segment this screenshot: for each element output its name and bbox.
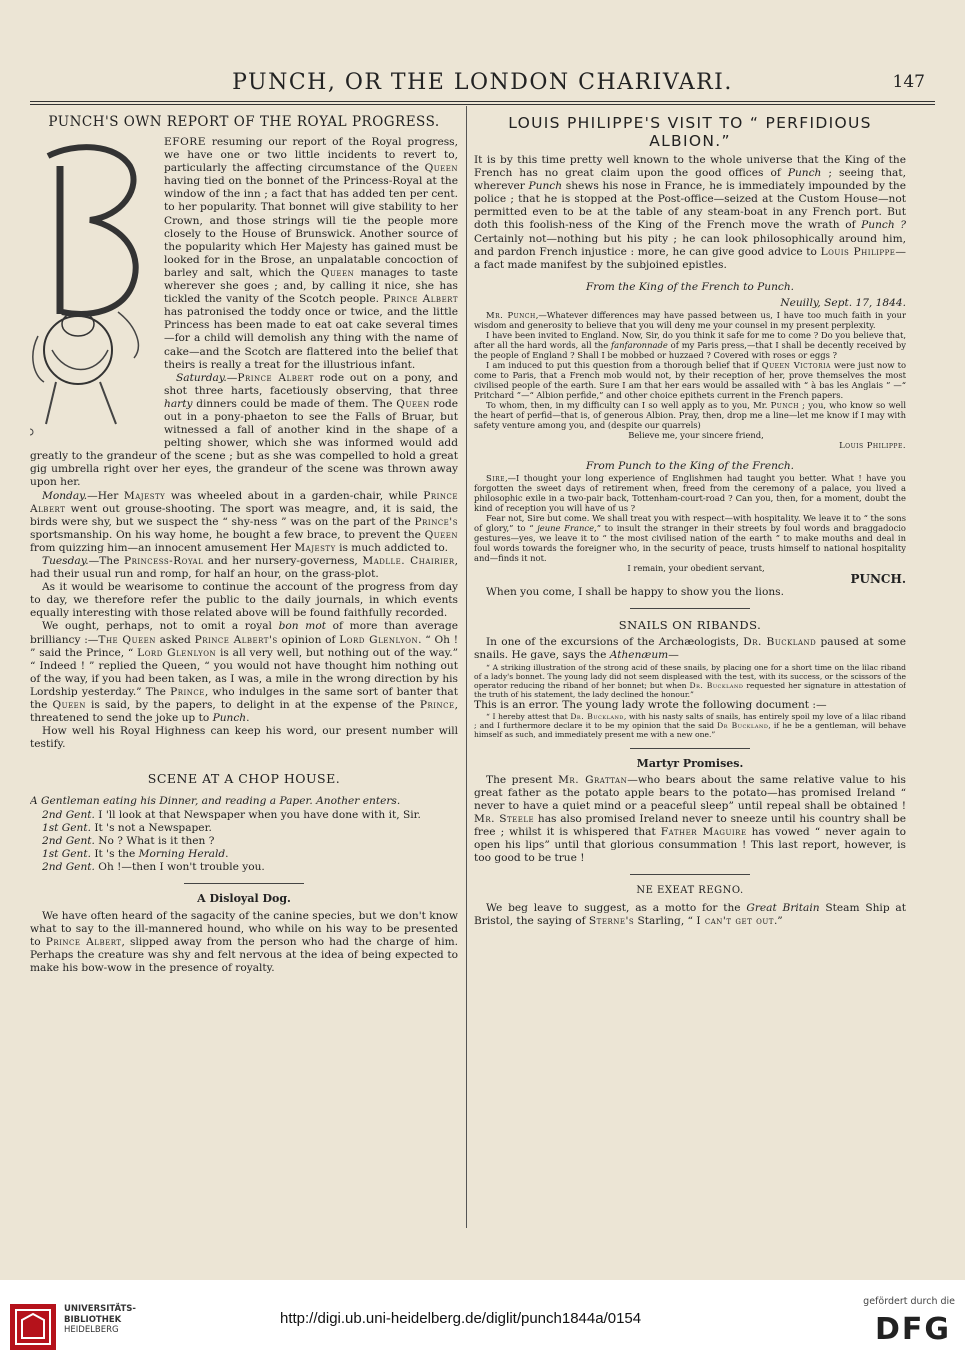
- section-rule: [630, 748, 750, 749]
- paragraph: EFORE resuming our report of the Royal progress, we have one or two little incidents to revert to, particularly the affecting circumstance of the Queen having tied on the bonnet of the Princess-Royal at the window of the inn ; a fact that has added ten per cent. to her popularity. That bonnet will give stability to her Crown, and those strings will tie the people more closely to the House of Brunswick. Another source of the popularity which Her Majesty has gained must be looked for in the Brose, an unpalatable concoction of barley and salt, which the Queen manages to taste wherever she goes ; and, by calling it nice, she has tickled the vanity of the Scotch people. Prince Albert has patronised the toddy once or twice, and the little Princess has been made to eat oat cake several times—for a child will demolish any thing with the name of cake—and the Scotch are flattered into the belief that theirs is really a treat for the illustrious infant.: [164, 136, 458, 371]
- paragraph: Saturday.—Prince Albert rode out on a pony, and shot three harts, facetiously observing, that three harty dinners could be made of them. The Queen rode out in a pony-phaeton to see the Falls of Bruar, but witnessed a fall of another kind in the shape of a pelting shower, which she was informed would add greatly to the grandeur of the scene ; but as she was compelled to hold a great gig umbrella right over her eyes, the grandeur of the scene was thrown away upon her.: [30, 371, 458, 489]
- punch-signature: PUNCH.: [850, 572, 906, 587]
- article-title-louis-philippe: LOUIS PHILIPPE'S VISIT TO “ PERFIDIOUS ALBION.”: [508, 114, 872, 150]
- header-rule: [30, 101, 935, 105]
- dialogue-line: 2nd Gent. I 'll look at that Newspaper when you have done with it, Sir.: [42, 808, 421, 821]
- paragraph: It is by this time pretty well known to the whole universe that the King of the French has no great claim upon the good offices of Punch ; seeing that, wherever Punch shews his nose in France, he is immediately impounded by the police ; that he is stopped at the Post-office—seized at the Custom House—not permitted even to be at the table of any steam-boat in any French port. But doth this foolish-ness of the King of the French move the wrath of Punch ? Certainly not—nothing but his pity ; he can look philosophically around him, and pardon French injustice : more, he can give good advice to Louis Philippe—a fact made manifest by the subjoined epistles.: [474, 154, 906, 271]
- letter-dateline: Neuilly, Sept. 17, 1844.: [780, 296, 906, 309]
- section-rule: [184, 883, 304, 884]
- right-column: [474, 114, 906, 1234]
- paragraph: Mr. Punch,—Whatever differences may have passed between us, I have too much faith in your wisdom and generosity to believe that you will deny me your counsel in my present perplexity.: [474, 310, 906, 331]
- article-title-disloyal-dog: A Disloyal Dog.: [197, 891, 291, 905]
- paragraph: In one of the excursions of the Archæologists, Dr. Buckland paused at some snails. He gave, says the Athenæum—: [474, 636, 906, 662]
- paragraph: Fear not, Sire but come. We shall treat you with respect—with hospitality. We leave it to “ the sons of glory,” to “ jeune France,” to insult the stranger in their streets by foul words and braggadocio gestures—yes, we leave it to “ the most civilised nation of the earth ” to make mouths and deal in foul words towards the foreigner who, in the security of peace, trusts himself to national hospitality and—finds it not.: [474, 513, 906, 564]
- dfg-logo: DFG: [874, 1312, 951, 1347]
- stage-direction: A Gentleman eating his Dinner, and reading a Paper. Another enters.: [30, 795, 401, 808]
- digitization-footer: [0, 1280, 965, 1362]
- dialogue-line: 2nd Gent. No ? What is it then ?: [42, 834, 215, 847]
- section-rule: [630, 608, 750, 609]
- letter-close: Believe me, your sincere friend,: [628, 430, 764, 441]
- paragraph: Tuesday.—The Princess-Royal and her nursery-governess, Madlle. Chairier, had their usual run and romp, for half an hour, on the grass-plot.: [30, 555, 458, 581]
- letter-close: I remain, your obedient servant,: [627, 563, 765, 574]
- paragraph: We ought, perhaps, not to omit a royal bon mot of more than average brilliancy :—The Queen asked Prince Albert's opinion of Lord Glenlyon. “ Oh ! ” said the Prince, “ Lord Glenlyon is all very well, but nothing out of the way.” “ Indeed ! ” replied the Queen, “ you would not have thought him nothing out of the way, if you had been taken, as I was, a mile in the wrong direction by his Lordship yesterday.” The Prince, who indulges in the same sort of banter that the Queen is said, by the papers, to delight in at the expense of the Prince, threatened to send the joke up to Punch.: [30, 620, 458, 725]
- paragraph: To whom, then, in my difficulty can I so well apply as to you, Mr. Punch ; you, who know so well the heart of perfid—that is, of generous Albion. Pray, then, drop me a line—let me know if I may with safety venture among you, and (despite our quarrels): [474, 400, 906, 431]
- article-title-chop-house: SCENE AT A CHOP HOUSE.: [147, 771, 341, 787]
- quotation: “ I hereby attest that Dr. Buckland, with his nasty salts of snails, has entirely spoil my love of a lilac riband ; and I furthermore declare it to be my opinion that the said Dr Buckland, if he be a gentleman, will behave himself as such, and immediately present me with a new one.”: [474, 711, 906, 739]
- paragraph: We beg leave to suggest, as a motto for the Great Britain Steam Ship at Bristol, the saying of Sterne's Starling, “ I can't get out.”: [474, 902, 906, 928]
- dialogue-line: 1st Gent. It 's the Morning Herald.: [42, 847, 229, 860]
- letter-heading: From the King of the French to Punch.: [585, 280, 795, 293]
- postscript: When you come, I shall be happy to show you the lions.: [486, 586, 784, 599]
- letter-signature: Louis Philippe.: [839, 440, 906, 451]
- letter-heading: From Punch to the King of the French.: [585, 460, 795, 473]
- decorated-letter-b-icon: [30, 136, 156, 438]
- masthead: [30, 66, 935, 100]
- column-divider: [466, 106, 467, 1228]
- quotation: “ A striking illustration of the strong acid of these snails, by placing one for a short time on the lilac riband of a lady's bonnet. The young lady did not seem displeased with the test, with its success, or the scissors of the operator reducing the riband of her bonnet; but when Dr. Buckland requested her signature in attestation of the truth of his statement, the lady declined the honour.”: [474, 662, 906, 699]
- paragraph: We have often heard of the sagacity of the canine species, but we don't know what to say to the ill-mannered hound, who while on his way to be presented to Prince Albert, slipped away from the person who had the charge of him. Perhaps the creature was shy and felt nervous at the idea of being expected to make his bow-wow in the presence of royalty.: [30, 910, 458, 975]
- paragraph: How well his Royal Highness can keep his word, our present number will testify.: [30, 725, 458, 751]
- letter-body: [474, 310, 906, 450]
- section-rule: [630, 874, 750, 875]
- paragraph: The present Mr. Grattan—who bears about the same relative value to his great father as the potato apple bears to the potato—has promised Ireland “ never to have a quiet mind or a peaceful sleep” until repeal shall be obtained ! Mr. Steele has also promised Ireland never to sneeze until his country shall be free ; whilst it is whispered that Father Maguire has vowed “ never again to open his lips” until that glorious consummation ! This last report, however, is too good to be true !: [474, 773, 906, 865]
- paragraph: I am induced to put this question from a thorough belief that if Queen Victoria were just now to come to Paris, that a French mob would not, by their reception of her, prove themselves the most civilised people of the earth. Sure I am that her ears would be assailed with “ à bas les Anglais ” —“ Pritchard ”—“ Albion perfide,” and other choice epithets current in the French papers.: [474, 360, 906, 401]
- article-title-martyr-promises: Martyr Promises.: [636, 756, 744, 770]
- paragraph: Monday.—Her Majesty was wheeled about in a garden-chair, while Prince Albert went out grouse-shooting. The sport was meagre, and, it is said, the birds were shy, but we suspect the “ shy-ness ” was on the part of the Prince's sportsmanship. On his way home, he bought a few brace, to prevent the Queen from quizzing him—an innocent amusement Her Majesty is much addicted to.: [30, 489, 458, 554]
- running-title: PUNCH, OR THE LONDON CHARIVARI.: [232, 70, 733, 95]
- letter-body: [474, 473, 906, 573]
- institution-name: UNIVERSITÄTS- BIBLIOTHEK HEIDELBERG: [64, 1304, 136, 1335]
- left-column: [30, 114, 458, 1234]
- dialogue: [30, 809, 458, 874]
- article-title-royal-progress: PUNCH'S OWN REPORT OF THE ROYAL PROGRESS.: [48, 114, 440, 130]
- paragraph: As it would be wearisome to continue the account of the progress from day to day, we therefore refer the public to the daily journals, in which events equally interesting with those related above will be found faithfully recorded.: [30, 581, 458, 620]
- dialogue-line: 1st Gent. It 's not a Newspaper.: [42, 821, 212, 834]
- paragraph: This is an error. The young lady wrote the following document :—: [474, 698, 827, 711]
- funded-by-label: gefördert durch die: [863, 1296, 955, 1307]
- page-number: 147: [892, 72, 925, 92]
- permalink-url[interactable]: http://digi.ub.uni-heidelberg.de/diglit/punch1844a/0154: [280, 1310, 642, 1327]
- dialogue-line: 2nd Gent. Oh !—then I won't trouble you.: [42, 860, 265, 873]
- article-title-ne-exeat: NE EXEAT REGNO.: [636, 885, 744, 897]
- article-title-snails: SNAILS ON RIBANDS.: [618, 618, 762, 633]
- paragraph: I have been invited to England. Now, Sir, do you think it safe for me to come ? Do you believe that, after all the hard words, all the fanfaronnade of my Paris press,—that I shall be decently received by the people of England ? Shall I be mobbed or huzzaed ? Covered with roses or eggs ?: [474, 330, 906, 361]
- university-seal-icon: [8, 1302, 58, 1352]
- paragraph: Sire,—I thought your long experience of Englishmen had taught you better. What ! have you forgotten the sweet days of retirement when, freed from the ceremony of a palace, you lived a philosophic exile in a two-pair back, Tottenham-court-road ? Can you, then, for a moment, doubt the kind of reception you will have of us ?: [474, 473, 906, 514]
